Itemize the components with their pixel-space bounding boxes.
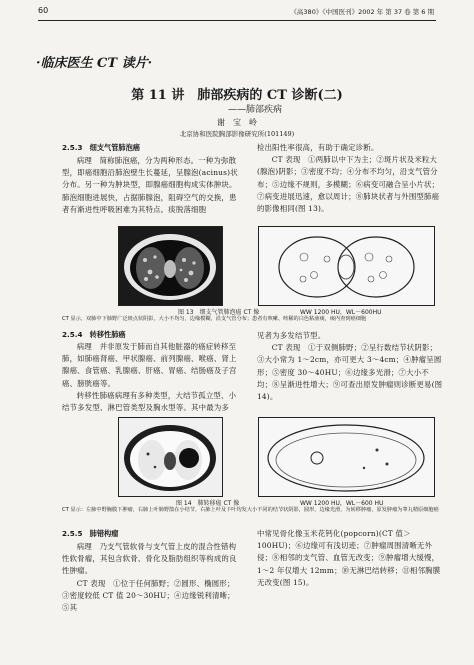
paragraph: 病理 并非原发于肺而自其他脏器的癌症转移至肺，如肺癌肾癌、甲状腺癌、前列腺癌、喉癌、肾上腺癌、食管癌、乳腺癌、肝癌、胃癌、结肠癌及子宫癌、膀胱癌等。 [62, 342, 237, 388]
header-rule [38, 20, 436, 21]
figure-14-diagram [258, 417, 435, 497]
section-heading-254: 2.5.4 转移性肺癌 [62, 330, 126, 339]
section-254-text [62, 341, 242, 414]
paragraph: 病理 简称肺泡癌，分为两种形态。一种为弥散型，即癌细胞沿肺泡壁生长蔓延，呈腺泡(acinus)状分布。另一种为肿块型，即腺癌细胞构成实体肿块。肺泡细胞进展快，占据肺腺泡，阻碍空气的交换，患者有渐进性呼吸困难为其特点。痰脱落细胞 [62, 156, 238, 214]
figure-13-note: CT 显示，双肺中下肺野广泛斑点状阴影，大小不均匀，边缘模糊，沿支气管分布；患者有咳嗽、咳稀的白色粘液痰，痰内查到癌细胞 [62, 316, 367, 322]
page-number: 60 [38, 6, 49, 15]
paragraph: 病理 乃支气管软骨与支气管上皮的混合性错构性软骨瘤，其包含软骨、骨化及脂肪组织等构成的良性肿瘤。 [62, 542, 237, 576]
paragraph: CT 表现 ①位于任何肺野；②圆形、椭圆形；③密度较低 CT 值 20～30HU；④边缘锐利清晰；⑤其 [62, 578, 235, 613]
section-heading-255: 2.5.5 肺错构瘤 [62, 529, 119, 538]
paragraph: 见者为多发结节型。 [257, 331, 326, 340]
figure-13-caption: 图 13 细支气管肺泡癌 CT 像 [178, 309, 260, 316]
right-column-top [257, 142, 443, 215]
article-subtitle: ——肺部疾病 [228, 105, 283, 115]
section-heading-253: 2.5.3 细支气管肺泡癌 [62, 143, 140, 152]
paragraph: 转移性肺癌病理有多种类型，大结节孤立型、小结节多发型、淋巴管类型及胸水型等。其中最为多 [62, 390, 237, 413]
journal-info: 《高380》《中国医刊》2002 年 第 37 卷 第 6 期 [290, 8, 434, 16]
paragraph: 中常见骨化像玉米花钙化(popcorn)(CT 值＞100HU)；⑥边缘可有浅切迹；⑦肿瘤周围清晰无外侵；⑧相邻的支气管、血管无改变；⑨肿瘤增大缓慢，1～2 年仅增大 12mm；⑩无淋巴结转移；⑪相邻胸膜无改变(图 15)。 [257, 529, 441, 587]
figure-14-ct-image [118, 417, 223, 497]
figure-13-window: WW 1200 HU，WL－600HU [300, 309, 382, 316]
right-column-mid [257, 330, 443, 403]
article-title: 第 11 讲 肺部疾病的 CT 诊断(二) [131, 88, 343, 103]
paragraph: CT 表现 ①两肺以中下为主；②斑片状及米粒大(腺泡)阴影；③密度不均；④分布不均匀，沿支气管分布；⑤边缘不规则，多模糊；⑥病变可融合呈小片状；⑦病变进展迅速，愈以周计；⑧肺块状者与外围型肺癌的影像相同(图 13)。 [257, 155, 440, 214]
section-253-text [62, 155, 240, 216]
column-label: ·临床医生 CT 读片· [36, 56, 153, 71]
affiliation: 北京协和医院胸部影像研究所(101149) [179, 130, 295, 138]
author: 谢 宝 岭 [217, 118, 257, 127]
figure-14-caption: 图 14 肺转移癌 CT 像 [176, 500, 240, 507]
section-255-text [62, 541, 242, 614]
paragraph: 检出阳性率很高，有助于确定诊断。 [257, 143, 379, 152]
figure-13-diagram [258, 226, 435, 306]
right-column-bottom [257, 528, 443, 589]
paragraph: CT 表现 ①于双侧肺野；②呈行数结节状阴影；③大小常为 1～2cm，亦可更大 3～4cm；④肿瘤呈圆形；⑤密度 30～40HU；⑥边缘多光滑；⑦大小不均；⑧呈渐进性增大；⑨可查出原发肿瘤则诊断更易(图 14)。 [257, 343, 443, 402]
figure-14-note: CT 显示：左肺中野胸膜下肿瘤，右肺上叶肺野散在小结节，右肺上叶及下叶均发大小不同的结节状阴影，圆形，边缘光滑，为转移肿瘤，原发肿瘤为睾丸精原细胞癌 [62, 507, 439, 513]
figure-13-ct-image [118, 226, 223, 306]
figure-14-window: WW 1200 HU，WL－600 HU [300, 500, 384, 507]
